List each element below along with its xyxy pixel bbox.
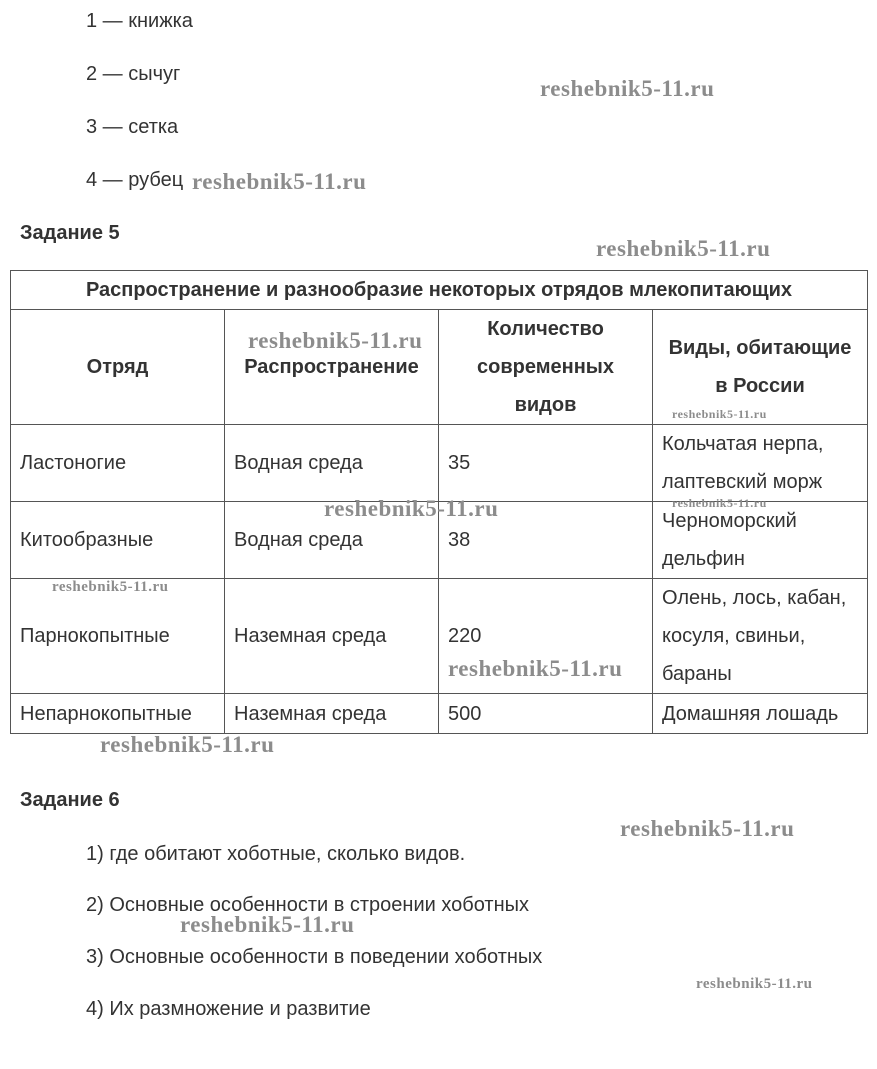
table-cell: Ластоногие <box>11 425 225 502</box>
table-cell: Домашняя лошадь <box>653 694 868 734</box>
watermark: reshebnik5-11.ru <box>192 169 367 194</box>
list-item: 1) где обитают хоботные, сколько видов. <box>86 843 466 865</box>
table-cell: Парнокопытные <box>11 579 225 694</box>
column-header: Распространение <box>225 310 439 425</box>
watermark: reshebnik5-11.ru <box>248 328 423 353</box>
table-cell: Черноморский дельфин <box>653 502 868 579</box>
table-cell: 220 <box>439 579 653 694</box>
watermark: reshebnik5-11.ru <box>596 236 771 261</box>
table-caption: Распространение и разнообразие некоторых отрядов млекопитающих <box>11 271 868 310</box>
list-item: 1 — книжка <box>86 10 193 32</box>
column-header: Количество современных видов <box>439 310 653 425</box>
watermark: reshebnik5-11.ru <box>52 579 169 595</box>
table-row <box>11 694 868 734</box>
table-header-row <box>11 310 868 425</box>
table-cell: Наземная среда <box>225 694 439 734</box>
watermark: reshebnik5-11.ru <box>180 912 355 937</box>
column-header: Виды, обитающие в России <box>653 310 868 425</box>
table-cell: Водная среда <box>225 425 439 502</box>
table-cell: Наземная среда <box>225 579 439 694</box>
watermark: reshebnik5-11.ru <box>672 496 767 510</box>
orders-table <box>10 270 868 734</box>
column-header: Отряд <box>11 310 225 425</box>
watermark: reshebnik5-11.ru <box>448 656 623 681</box>
table-cell: 35 <box>439 425 653 502</box>
list-item: 4) Их размножение и развитие <box>86 998 371 1020</box>
watermark: reshebnik5-11.ru <box>672 407 767 421</box>
watermark: reshebnik5-11.ru <box>696 976 813 992</box>
table-cell: 500 <box>439 694 653 734</box>
table-row <box>11 502 868 579</box>
watermark: reshebnik5-11.ru <box>540 76 715 101</box>
list-item: 2 — сычуг <box>86 63 181 85</box>
table-cell: Кольчатая нерпа, лаптевский морж <box>653 425 868 502</box>
list-item: 3) Основные особенности в поведении хоботных <box>86 946 543 968</box>
watermark: reshebnik5-11.ru <box>100 732 275 757</box>
table-cell: Водная среда <box>225 502 439 579</box>
list-item: 4 — рубец <box>86 169 184 191</box>
watermark: reshebnik5-11.ru <box>620 816 795 841</box>
task5-heading: Задание 5 <box>20 222 120 244</box>
table-cell: Китообразные <box>11 502 225 579</box>
table-row <box>11 425 868 502</box>
task6-heading: Задание 6 <box>20 789 120 811</box>
table-row <box>11 579 868 694</box>
table-cell: 38 <box>439 502 653 579</box>
list-item: 3 — сетка <box>86 116 179 138</box>
table-cell: Непарнокопытные <box>11 694 225 734</box>
watermark: reshebnik5-11.ru <box>324 496 499 521</box>
list-item: 2) Основные особенности в строении хоботных <box>86 894 529 916</box>
table-cell: Олень, лось, кабан, косуля, свиньи, бараны <box>653 579 868 694</box>
